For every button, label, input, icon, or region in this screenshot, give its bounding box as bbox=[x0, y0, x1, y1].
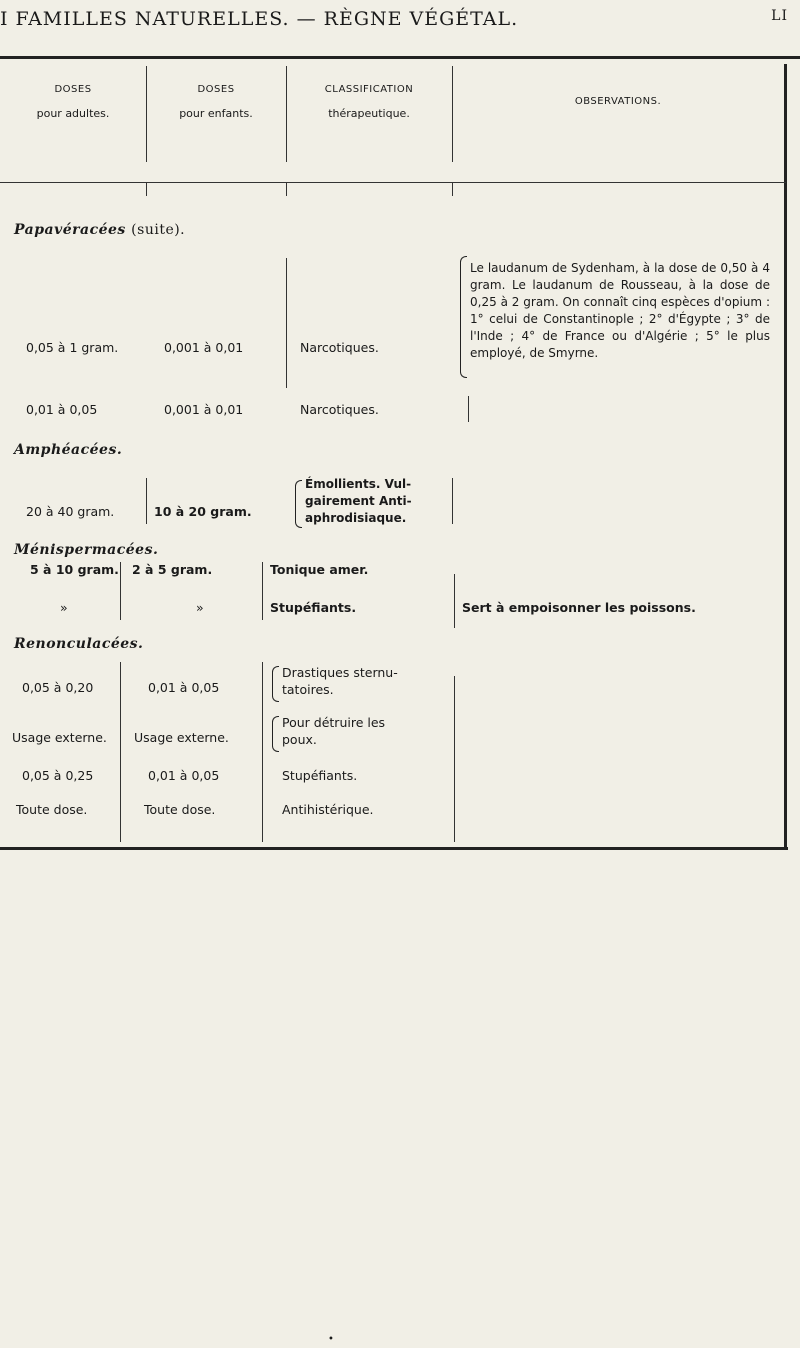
table-cell: Narcotiques. bbox=[300, 402, 379, 417]
table-cell: 0,001 à 0,01 bbox=[164, 340, 244, 355]
table-cell: Pour détruire les poux. bbox=[282, 715, 386, 747]
section-heading: Papavéracées (suite). bbox=[14, 222, 186, 238]
table-bottom-border bbox=[0, 847, 788, 850]
col-divider bbox=[452, 66, 453, 162]
table-cell: 0,01 à 0,05 bbox=[148, 680, 220, 695]
table-cell: 5 à 10 gram. bbox=[30, 562, 119, 577]
col-header-obs: OBSERVATIONS. bbox=[574, 96, 662, 107]
page-number: LI bbox=[771, 8, 788, 24]
table-cell: 0,01 à 0,05 bbox=[148, 768, 220, 783]
table-cell: 2 à 5 gram. bbox=[132, 562, 213, 577]
col-divider bbox=[262, 562, 263, 620]
table-cell: 0,05 à 0,20 bbox=[22, 680, 94, 695]
col-divider bbox=[146, 478, 147, 524]
table-cell: Émollients. Vul- gairement Anti- aphrodisiaque. bbox=[305, 477, 412, 525]
col-header-child: DOSES pour enfants. bbox=[179, 84, 253, 120]
section-heading: Renonculacées. bbox=[14, 636, 144, 652]
running-header bbox=[0, 4, 800, 30]
col-header-adult: DOSES pour adultes. bbox=[36, 84, 110, 120]
col-divider bbox=[454, 574, 455, 628]
table-cell: » bbox=[60, 600, 68, 615]
col-divider-stub bbox=[452, 182, 453, 196]
section-heading: Amphéacées. bbox=[14, 442, 123, 458]
dosage-table bbox=[0, 62, 788, 852]
header-bottom-rule bbox=[0, 182, 786, 183]
table-cell: 0,01 à 0,05 bbox=[26, 402, 98, 417]
col-divider bbox=[120, 662, 121, 842]
header-rule bbox=[0, 56, 800, 59]
col-divider bbox=[120, 562, 121, 620]
col-header-class: CLASSIFICATION thérapeutique. bbox=[324, 84, 414, 120]
table-cell: 20 à 40 gram. bbox=[26, 504, 115, 519]
table-cell: 0,05 à 1 gram. bbox=[26, 340, 119, 355]
table-cell: Antihistérique. bbox=[282, 802, 374, 817]
brace-icon bbox=[272, 666, 279, 702]
opium-observation: Le laudanum de Sydenham, à la dose de 0,50 à 4 gram. Le laudanum de Rousseau, à la dose de 0,25 à 2 gram. On connaît cinq espèces d'opium : 1° celui de Constantinople ; 2° d'Égypte ; 3° de l'Inde ; 4° de France ou d'Algérie ; 5° le plus employé, de Smyrne. bbox=[470, 261, 770, 360]
table-cell: Usage externe. bbox=[12, 730, 107, 745]
brace-icon bbox=[295, 480, 302, 528]
col-divider bbox=[452, 478, 453, 524]
table-cell: Narcotiques. bbox=[300, 340, 379, 355]
table-cell: Tonique amer. bbox=[270, 562, 369, 577]
col-divider bbox=[286, 258, 287, 388]
table-cell: 10 à 20 gram. bbox=[154, 504, 252, 519]
table-cell: Toute dose. bbox=[144, 802, 216, 817]
table-cell: 0,05 à 0,25 bbox=[22, 768, 94, 783]
table-cell: Drastiques sternu- tatoires. bbox=[282, 665, 398, 697]
running-title: I FAMILLES NATURELLES. — RÈGNE VÉGÉTAL. bbox=[0, 8, 519, 30]
table-cell: 0,001 à 0,01 bbox=[164, 402, 244, 417]
brace-icon bbox=[460, 256, 467, 378]
brace-icon bbox=[272, 716, 279, 752]
col-divider bbox=[454, 676, 455, 842]
section-heading: Ménispermacées. bbox=[14, 542, 159, 558]
table-cell: Usage externe. bbox=[134, 730, 229, 745]
table-cell: Toute dose. bbox=[16, 802, 88, 817]
col-divider bbox=[468, 396, 469, 422]
col-divider-stub bbox=[286, 182, 287, 196]
col-divider-stub bbox=[146, 182, 147, 196]
table-cell: Stupéfiants. bbox=[270, 600, 357, 615]
table-cell: » bbox=[196, 600, 204, 615]
ink-speck: • bbox=[328, 1334, 334, 1345]
table-cell: Stupéfiants. bbox=[282, 768, 358, 783]
table-cell: Sert à empoisonner les poissons. bbox=[462, 600, 696, 615]
col-divider bbox=[262, 662, 263, 842]
